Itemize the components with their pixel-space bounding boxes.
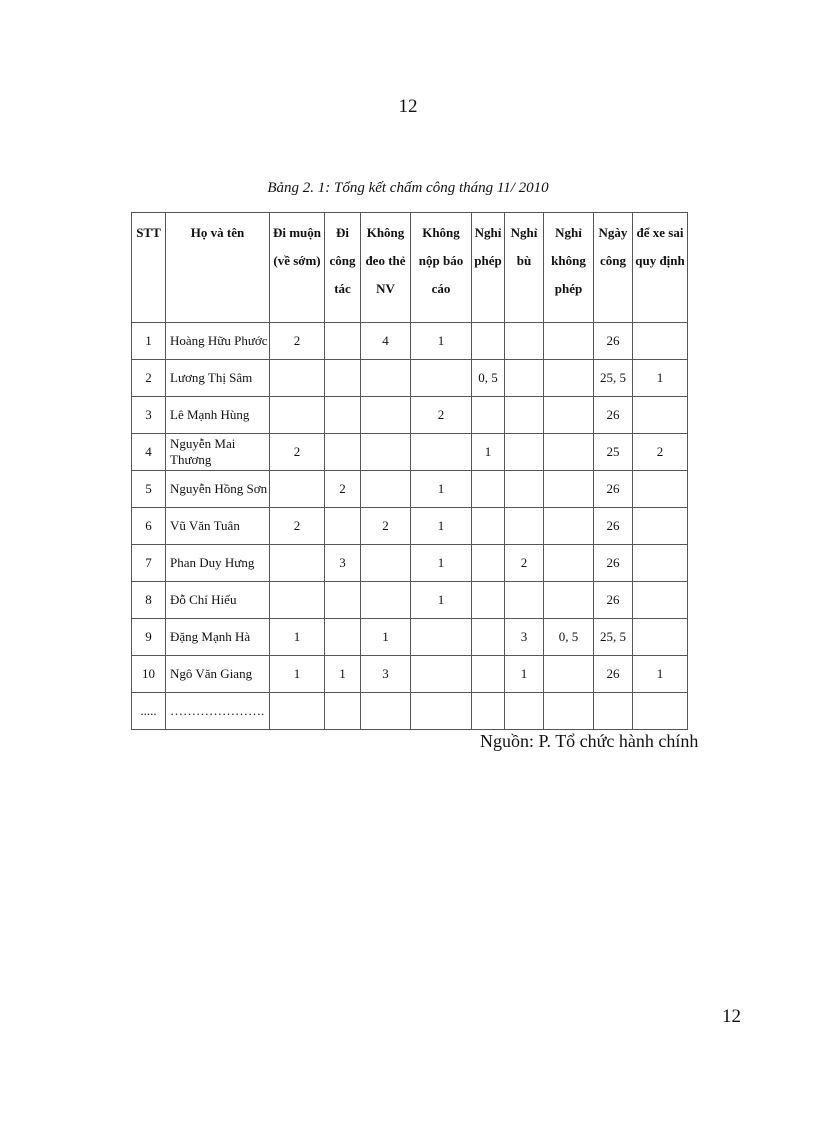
value-cell: 1 — [633, 360, 688, 397]
stt-cell: 9 — [132, 619, 166, 656]
value-cell: 1 — [505, 656, 544, 693]
name-cell: Ngô Văn Giang — [166, 656, 270, 693]
value-cell — [633, 582, 688, 619]
value-cell: 26 — [594, 323, 633, 360]
value-cell — [544, 508, 594, 545]
value-cell — [270, 693, 325, 730]
value-cell: 4 — [361, 323, 411, 360]
value-cell: 1 — [411, 508, 472, 545]
column-header-line: Họ và tên — [190, 225, 245, 240]
value-cell — [633, 545, 688, 582]
column-header-line: (về sớm) — [273, 253, 321, 268]
value-cell — [633, 471, 688, 508]
value-cell: 2 — [325, 471, 361, 508]
value-cell — [361, 434, 411, 471]
column-header — [166, 213, 270, 323]
value-cell: 1 — [270, 656, 325, 693]
name-cell: Lương Thị Sâm — [166, 360, 270, 397]
stt-cell: 10 — [132, 656, 166, 693]
stt-cell: 2 — [132, 360, 166, 397]
value-cell — [472, 693, 505, 730]
value-cell — [325, 434, 361, 471]
value-cell — [472, 397, 505, 434]
column-header — [325, 213, 361, 323]
value-cell: 3 — [361, 656, 411, 693]
column-header — [505, 213, 544, 323]
column-header-line: đeo thẻ — [365, 253, 406, 268]
value-cell — [361, 545, 411, 582]
column-header-line: Ngày — [598, 225, 628, 240]
column-header-line: quy định — [635, 253, 685, 268]
value-cell: 26 — [594, 545, 633, 582]
table-row — [132, 619, 688, 656]
source-note: Nguồn: P. Tổ chức hành chính — [480, 731, 699, 751]
attendance-table — [131, 212, 688, 730]
value-cell — [361, 397, 411, 434]
value-cell — [270, 471, 325, 508]
name-cell: Vũ Văn Tuân — [166, 508, 270, 545]
column-header — [594, 213, 633, 323]
value-cell — [270, 582, 325, 619]
table-row — [132, 656, 688, 693]
value-cell — [472, 656, 505, 693]
column-header — [411, 213, 472, 323]
table-row — [132, 323, 688, 360]
value-cell: 3 — [505, 619, 544, 656]
name-cell: Hoàng Hữu Phước — [166, 323, 270, 360]
value-cell — [472, 582, 505, 619]
value-cell: 0, 5 — [472, 360, 505, 397]
value-cell: 0, 5 — [544, 619, 594, 656]
value-cell — [544, 582, 594, 619]
column-header — [633, 213, 688, 323]
column-header-line: công — [329, 253, 356, 268]
value-cell — [472, 323, 505, 360]
value-cell: 26 — [594, 471, 633, 508]
value-cell: 3 — [325, 545, 361, 582]
value-cell — [361, 582, 411, 619]
value-cell — [325, 619, 361, 656]
value-cell: 2 — [361, 508, 411, 545]
column-header-line: cáo — [431, 281, 451, 296]
column-header-line: Không — [366, 225, 405, 240]
column-header-line: Đi — [336, 225, 349, 240]
value-cell — [270, 360, 325, 397]
value-cell — [505, 323, 544, 360]
value-cell — [544, 397, 594, 434]
value-cell — [325, 397, 361, 434]
table-row — [132, 471, 688, 508]
column-header-line: Nghỉ — [510, 225, 538, 240]
stt-cell: 1 — [132, 323, 166, 360]
table-row — [132, 508, 688, 545]
value-cell — [505, 508, 544, 545]
page-number-bottom: 12 — [722, 1006, 741, 1027]
value-cell — [505, 471, 544, 508]
value-cell — [472, 471, 505, 508]
value-cell — [411, 693, 472, 730]
value-cell: 2 — [633, 434, 688, 471]
value-cell — [633, 693, 688, 730]
value-cell: 1 — [361, 619, 411, 656]
value-cell — [472, 508, 505, 545]
value-cell: 1 — [411, 545, 472, 582]
value-cell — [325, 582, 361, 619]
value-cell: 2 — [411, 397, 472, 434]
column-header-line: Nghỉ — [474, 225, 502, 240]
value-cell: 25, 5 — [594, 619, 633, 656]
value-cell — [544, 434, 594, 471]
column-header-line: STT — [136, 225, 161, 240]
value-cell: 2 — [270, 434, 325, 471]
value-cell — [411, 656, 472, 693]
value-cell: 25, 5 — [594, 360, 633, 397]
table-row — [132, 582, 688, 619]
name-cell: …………………. — [166, 693, 270, 730]
name-cell: Đặng Mạnh Hà — [166, 619, 270, 656]
name-cell: Phan Duy Hưng — [166, 545, 270, 582]
value-cell: 1 — [270, 619, 325, 656]
name-cell: Lê Mạnh Hùng — [166, 397, 270, 434]
value-cell — [361, 471, 411, 508]
value-cell: 2 — [505, 545, 544, 582]
page-number-top: 12 — [398, 96, 418, 117]
table-row — [132, 397, 688, 434]
value-cell: 26 — [594, 397, 633, 434]
table-row — [132, 693, 688, 730]
value-cell: 1 — [411, 323, 472, 360]
value-cell — [411, 360, 472, 397]
column-header-line: công — [600, 253, 626, 268]
column-header-line: Nghỉ — [555, 225, 582, 240]
column-header-line: phép — [474, 253, 502, 268]
value-cell — [472, 545, 505, 582]
table-caption: Bảng 2. 1: Tổng kết chấm công tháng 11/ 2010 — [267, 180, 549, 196]
value-cell — [411, 434, 472, 471]
value-cell — [505, 397, 544, 434]
column-header — [544, 213, 594, 323]
column-header — [472, 213, 505, 323]
name-cell: Đỗ Chí Hiếu — [166, 582, 270, 619]
column-header-line: phép — [554, 281, 583, 296]
value-cell — [325, 323, 361, 360]
value-cell: 1 — [633, 656, 688, 693]
value-cell — [633, 619, 688, 656]
value-cell — [544, 656, 594, 693]
value-cell — [544, 323, 594, 360]
column-header-line: Đi muộn — [272, 225, 322, 240]
value-cell: 26 — [594, 508, 633, 545]
value-cell — [633, 508, 688, 545]
stt-cell: 4 — [132, 434, 166, 471]
value-cell — [594, 693, 633, 730]
value-cell — [505, 434, 544, 471]
value-cell: 1 — [325, 656, 361, 693]
value-cell: 1 — [472, 434, 505, 471]
value-cell — [633, 397, 688, 434]
value-cell: 1 — [411, 582, 472, 619]
value-cell: 2 — [270, 323, 325, 360]
column-header — [361, 213, 411, 323]
name-cell: Nguyễn Hồng Sơn — [166, 471, 270, 508]
column-header-line: bù — [516, 253, 532, 268]
value-cell: 26 — [594, 582, 633, 619]
value-cell — [325, 693, 361, 730]
value-cell — [505, 693, 544, 730]
value-cell — [544, 693, 594, 730]
stt-cell: ..... — [132, 693, 166, 730]
table-row — [132, 545, 688, 582]
value-cell — [633, 323, 688, 360]
column-header — [270, 213, 325, 323]
column-header-line: nộp báo — [418, 253, 464, 268]
value-cell — [544, 471, 594, 508]
value-cell: 1 — [411, 471, 472, 508]
value-cell — [325, 508, 361, 545]
column-header-line: tác — [334, 281, 351, 296]
stt-cell: 3 — [132, 397, 166, 434]
table-header-row — [132, 213, 688, 323]
column-header — [132, 213, 166, 323]
value-cell — [505, 582, 544, 619]
column-header-line: không — [551, 253, 586, 268]
stt-cell: 6 — [132, 508, 166, 545]
value-cell — [544, 545, 594, 582]
value-cell: 2 — [270, 508, 325, 545]
value-cell — [361, 360, 411, 397]
value-cell — [544, 360, 594, 397]
value-cell — [361, 693, 411, 730]
stt-cell: 8 — [132, 582, 166, 619]
value-cell — [505, 360, 544, 397]
value-cell — [411, 619, 472, 656]
value-cell: 25 — [594, 434, 633, 471]
column-header-line: NV — [376, 281, 395, 296]
value-cell — [270, 545, 325, 582]
stt-cell: 5 — [132, 471, 166, 508]
column-header-line: để xe sai — [636, 225, 684, 240]
table-row — [132, 434, 688, 471]
value-cell — [325, 360, 361, 397]
column-header-line: Không — [422, 225, 460, 240]
value-cell: 26 — [594, 656, 633, 693]
stt-cell: 7 — [132, 545, 166, 582]
value-cell — [270, 397, 325, 434]
value-cell — [472, 619, 505, 656]
table-row — [132, 360, 688, 397]
name-cell: Nguyễn Mai Thương — [166, 434, 270, 471]
